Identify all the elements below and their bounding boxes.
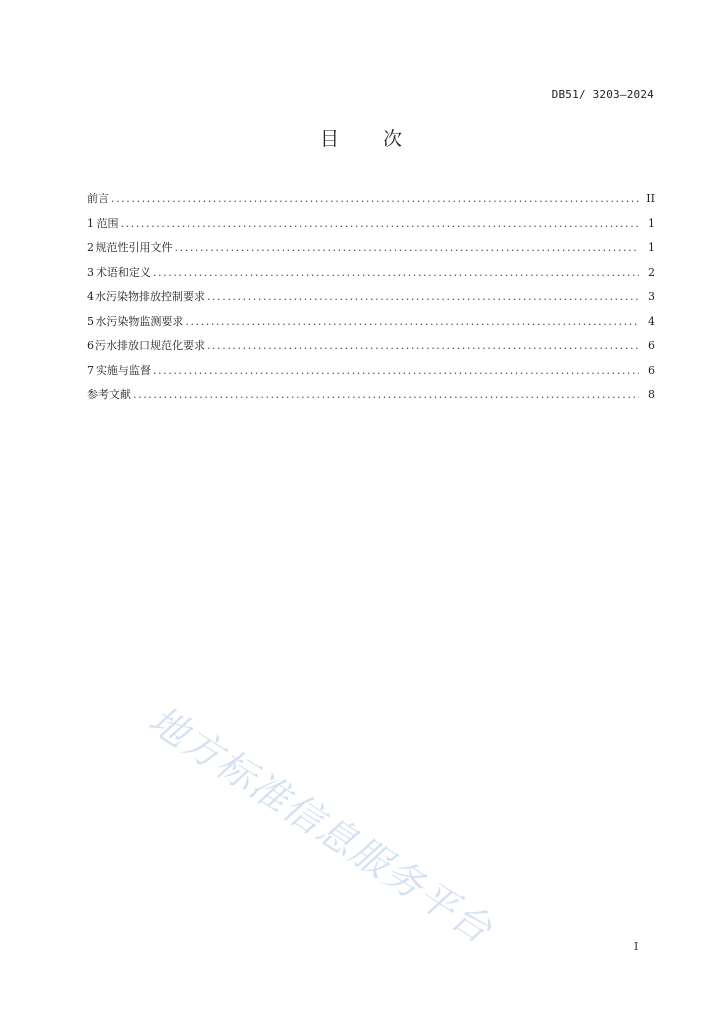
toc-leader-dots — [185, 315, 639, 328]
toc-page-number: 6 — [648, 363, 655, 377]
toc-section-number: 4 — [87, 290, 94, 303]
toc-entry-3[interactable] — [87, 264, 655, 289]
toc-leader-dots — [207, 290, 639, 303]
toc-page-number: 1 — [648, 216, 655, 230]
toc-leader-dots — [111, 192, 639, 205]
toc-page-number: 3 — [648, 290, 655, 303]
toc-leader-dots — [175, 241, 639, 254]
toc-leader-dots — [133, 388, 639, 401]
toc-section-number: 7 — [87, 363, 94, 377]
toc-label: 范围 — [96, 216, 119, 230]
toc-leader-dots — [153, 364, 639, 377]
toc-page-number: 8 — [648, 388, 655, 401]
toc-entry-6[interactable] — [87, 337, 655, 362]
toc-label: 水污染物监测要求 — [95, 314, 184, 328]
toc-entry-references[interactable] — [87, 386, 655, 411]
toc-label: 实施与监督 — [95, 363, 151, 377]
toc-page-number: 1 — [648, 241, 655, 254]
toc-section-number: 6 — [87, 339, 94, 352]
page-title — [0, 124, 724, 151]
page-number: I — [634, 940, 639, 953]
toc-label: 水污染物排放控制要求 — [94, 290, 205, 303]
toc-leader-dots — [153, 266, 639, 279]
toc-section-number: 1 — [87, 216, 94, 230]
toc-label: 前言 — [87, 192, 109, 205]
table-of-contents — [87, 190, 655, 411]
toc-label: 术语和定义 — [95, 265, 151, 279]
toc-leader-dots — [121, 217, 639, 230]
toc-page-number: 6 — [648, 339, 655, 352]
title-part-2: 次 — [383, 128, 405, 150]
toc-page-number: 4 — [648, 314, 655, 328]
toc-entry-2[interactable] — [87, 239, 655, 264]
toc-section-number: 5 — [87, 314, 94, 328]
toc-entry-1[interactable] — [87, 215, 655, 240]
watermark: 地方标准信息服务平台 — [141, 697, 501, 953]
toc-page-number: II — [646, 192, 655, 205]
toc-section-number: 3 — [87, 265, 94, 279]
toc-leader-dots — [207, 339, 639, 352]
toc-page-number: 2 — [648, 265, 655, 279]
toc-section-number: 2 — [87, 241, 94, 254]
toc-entry-foreword[interactable] — [87, 190, 655, 215]
toc-label: 参考文献 — [87, 388, 131, 401]
toc-entry-5[interactable] — [87, 313, 655, 338]
toc-label: 污水排放口规范化要求 — [94, 339, 205, 352]
toc-entry-4[interactable] — [87, 288, 655, 313]
title-part-1: 目 — [319, 128, 341, 150]
toc-entry-7[interactable] — [87, 362, 655, 387]
toc-label: 规范性引用文件 — [95, 241, 173, 254]
document-code: DB51/ 3203—2024 — [551, 88, 654, 101]
